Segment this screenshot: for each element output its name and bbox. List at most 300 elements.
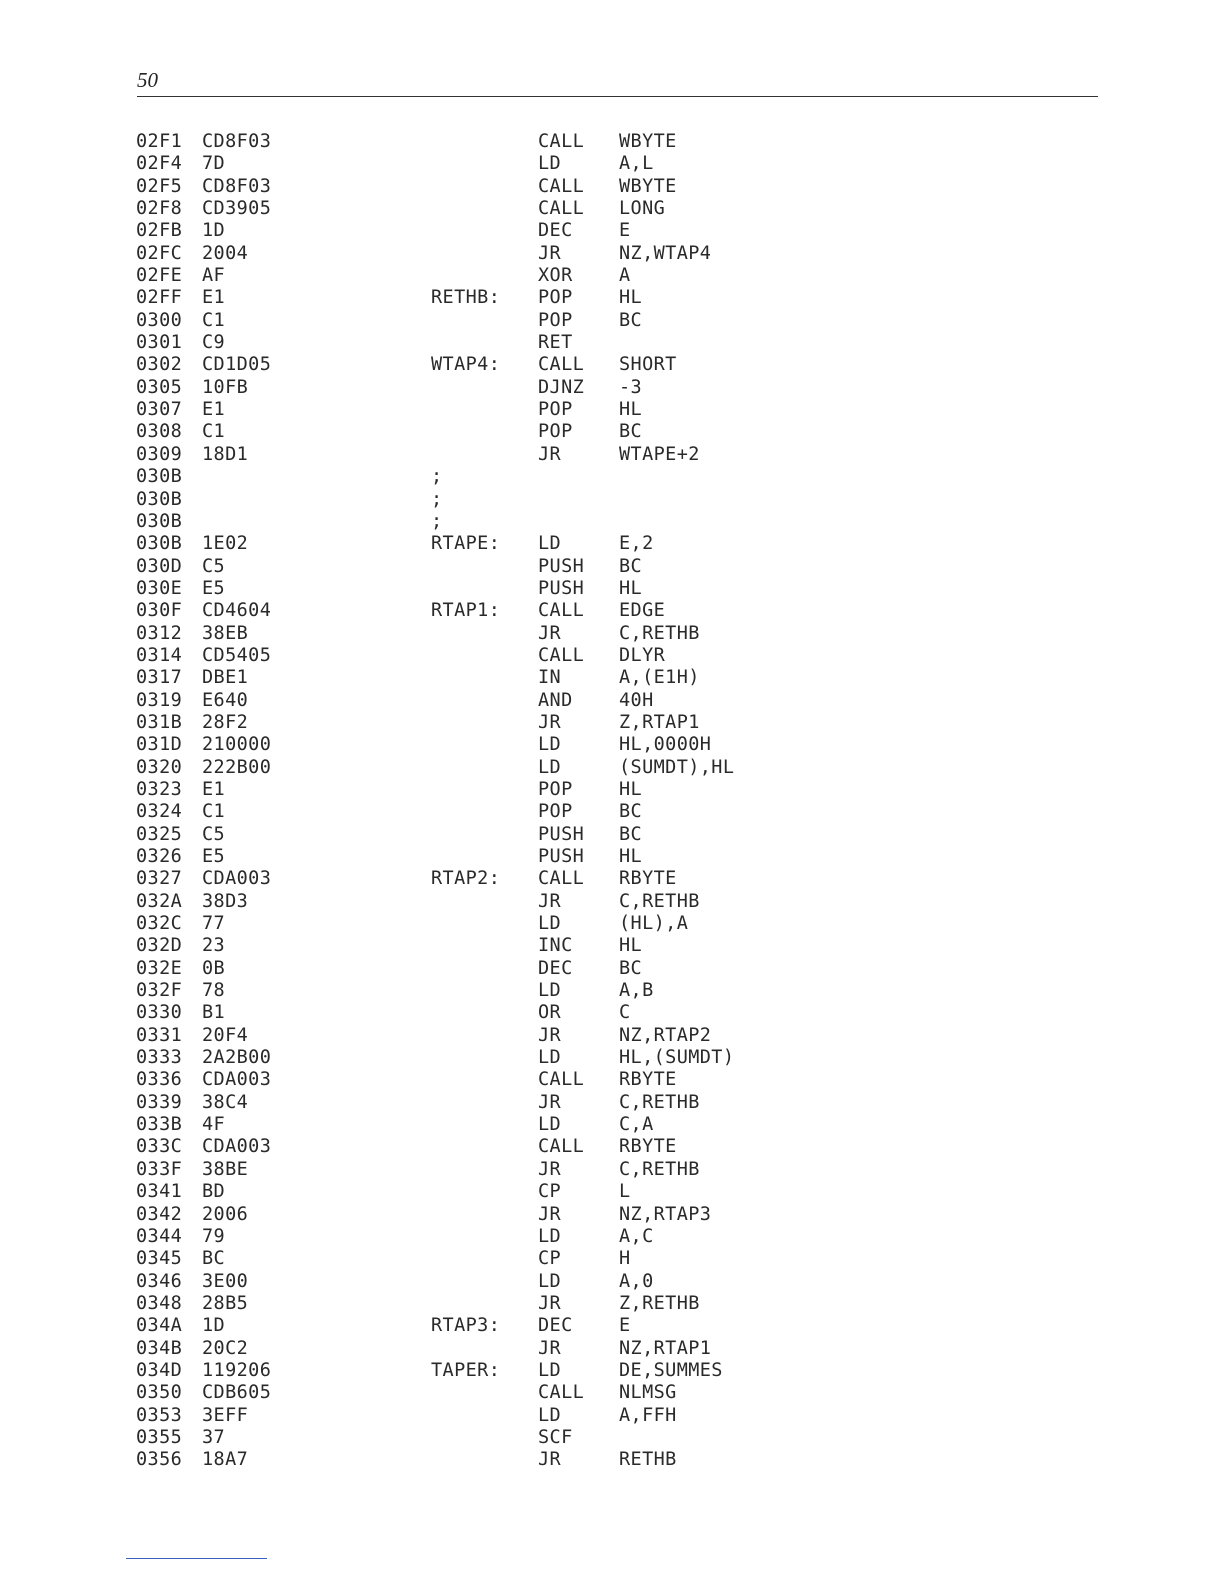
operand: C,RETHB [619, 622, 700, 644]
operand: BC [619, 957, 643, 979]
mnemonic: JR [538, 1337, 562, 1359]
label: RTAPE: [431, 533, 501, 555]
mnemonic: DEC [538, 957, 573, 979]
machine-code: AF [202, 265, 226, 287]
machine-code: 7D [202, 153, 226, 175]
label: RTAP2: [431, 868, 501, 890]
mnemonic: OR [538, 1002, 562, 1024]
machine-code: 38EB [202, 622, 249, 644]
listing-line [0, 1293, 1224, 1315]
address: 0305 [136, 376, 183, 398]
machine-code: CD8F03 [202, 131, 272, 152]
operand: HL [619, 778, 643, 800]
listing-line [0, 265, 1224, 287]
address: 031B [136, 711, 183, 733]
operand: BC [619, 801, 643, 823]
operand: C,RETHB [619, 890, 700, 912]
listing-line [0, 556, 1224, 578]
mnemonic: JR [538, 1091, 562, 1113]
listing-line [0, 1405, 1224, 1427]
operand: C,RETHB [619, 1158, 700, 1180]
operand: 40H [619, 689, 654, 711]
address: 0314 [136, 644, 183, 666]
listing-line [0, 287, 1224, 309]
machine-code: 1E02 [202, 533, 249, 555]
mnemonic: JR [538, 1203, 562, 1225]
mnemonic: POP [538, 801, 573, 823]
page-number: 50 [137, 68, 158, 92]
operand: WBYTE [619, 131, 677, 152]
operand: WTAPE+2 [619, 443, 700, 465]
listing-line [0, 757, 1224, 779]
operand: EDGE [619, 600, 666, 622]
machine-code: 38BE [202, 1158, 249, 1180]
address: 030B [136, 510, 183, 532]
listing-line [0, 1114, 1224, 1136]
address: 0301 [136, 332, 183, 354]
address: 031D [136, 734, 183, 756]
mnemonic: LD [538, 1114, 562, 1136]
operand: HL,(SUMDT) [619, 1047, 735, 1069]
address: 0346 [136, 1270, 183, 1292]
listing-line [0, 623, 1224, 645]
listing-line [0, 1338, 1224, 1360]
listing-line [0, 891, 1224, 913]
address: 032E [136, 957, 183, 979]
operand: A,FFH [619, 1404, 677, 1426]
operand: RBYTE [619, 868, 677, 890]
mnemonic: CP [538, 1181, 562, 1203]
machine-code: CDA003 [202, 1069, 272, 1091]
machine-code: CDA003 [202, 1136, 272, 1158]
mnemonic: LD [538, 1270, 562, 1292]
address: 032F [136, 980, 183, 1002]
operand: RBYTE [619, 1069, 677, 1091]
machine-code: E5 [202, 577, 226, 599]
mnemonic: LD [538, 1404, 562, 1426]
mnemonic: JR [538, 1292, 562, 1314]
mnemonic: JR [538, 242, 562, 264]
listing-line [0, 913, 1224, 935]
machine-code: 18A7 [202, 1449, 249, 1471]
machine-code: 28F2 [202, 711, 249, 733]
machine-code: C9 [202, 332, 226, 354]
listing-line [0, 1226, 1224, 1248]
address: 0333 [136, 1047, 183, 1069]
machine-code: E640 [202, 689, 249, 711]
label: ; [431, 510, 443, 532]
mnemonic: CALL [538, 354, 585, 376]
address: 0323 [136, 778, 183, 800]
machine-code: E5 [202, 846, 226, 867]
address: 0309 [136, 443, 183, 465]
machine-code: 37 [202, 1426, 226, 1448]
operand: SHORT [619, 354, 677, 376]
address: 0308 [136, 421, 183, 443]
machine-code: 1D [202, 220, 226, 242]
label: ; [431, 488, 443, 510]
label: WTAP4: [431, 354, 501, 376]
listing-line [0, 220, 1224, 242]
listing-line [0, 131, 1224, 153]
address: 02FB [136, 220, 183, 242]
mnemonic: POP [538, 309, 573, 331]
machine-code: 78 [202, 980, 226, 1002]
address: 033B [136, 1114, 183, 1136]
address: 0312 [136, 622, 183, 644]
operand: HL [619, 577, 643, 599]
machine-code: CD4604 [202, 600, 272, 622]
listing-line [0, 1002, 1224, 1024]
mnemonic: JR [538, 1024, 562, 1046]
address: 034A [136, 1315, 183, 1337]
address: 0317 [136, 667, 183, 689]
listing-line [0, 1360, 1224, 1382]
mnemonic: CP [538, 1248, 562, 1270]
address: 033C [136, 1136, 183, 1158]
mnemonic: JR [538, 1449, 562, 1471]
operand: A,B [619, 980, 654, 1002]
machine-code: CDA003 [202, 868, 272, 890]
machine-code: 18D1 [202, 443, 249, 465]
operand: A,(E1H) [619, 667, 700, 689]
listing-line [0, 690, 1224, 712]
footnote-rule [126, 1558, 267, 1559]
address: 02F1 [136, 131, 183, 152]
machine-code: CDB605 [202, 1382, 272, 1404]
mnemonic: POP [538, 778, 573, 800]
operand: RBYTE [619, 1136, 677, 1158]
address: 032C [136, 913, 183, 935]
address: 0345 [136, 1248, 183, 1270]
machine-code: C5 [202, 555, 226, 577]
machine-code: E1 [202, 399, 226, 421]
address: 02F4 [136, 153, 183, 175]
mnemonic: CALL [538, 175, 585, 197]
listing-line [0, 1315, 1224, 1337]
address: 030E [136, 577, 183, 599]
mnemonic: CALL [538, 868, 585, 890]
operand: C,RETHB [619, 1091, 700, 1113]
operand: DLYR [619, 644, 666, 666]
operand: RETHB [619, 1449, 677, 1471]
mnemonic: PUSH [538, 846, 585, 867]
listing-line [0, 1047, 1224, 1069]
address: 0330 [136, 1002, 183, 1024]
listing-line [0, 935, 1224, 957]
mnemonic: LD [538, 533, 562, 555]
listing-line [0, 824, 1224, 846]
listing-line [0, 466, 1224, 488]
operand: NZ,RTAP1 [619, 1337, 712, 1359]
address: 0336 [136, 1069, 183, 1091]
label: ; [431, 466, 443, 488]
mnemonic: CALL [538, 644, 585, 666]
operand: Z,RETHB [619, 1292, 700, 1314]
operand: NZ,RTAP2 [619, 1024, 712, 1046]
operand: A [619, 265, 631, 287]
listing-line [0, 153, 1224, 175]
operand: NLMSG [619, 1382, 677, 1404]
machine-code: C1 [202, 421, 226, 443]
machine-code: C1 [202, 801, 226, 823]
mnemonic: SCF [538, 1426, 573, 1448]
operand: A,0 [619, 1270, 654, 1292]
address: 0324 [136, 801, 183, 823]
listing-line [0, 310, 1224, 332]
machine-code: 3E00 [202, 1270, 249, 1292]
address: 0342 [136, 1203, 183, 1225]
listing-line [0, 667, 1224, 689]
operand: L [619, 1181, 631, 1203]
operand: C [619, 1002, 631, 1024]
mnemonic: JR [538, 1158, 562, 1180]
machine-code: 222B00 [202, 756, 272, 778]
machine-code: 79 [202, 1225, 226, 1247]
operand: -3 [619, 376, 643, 398]
machine-code: DBE1 [202, 667, 249, 689]
address: 030B [136, 533, 183, 555]
operand: (SUMDT),HL [619, 756, 735, 778]
address: 02F5 [136, 175, 183, 197]
mnemonic: CALL [538, 1136, 585, 1158]
machine-code: C1 [202, 309, 226, 331]
label: RETHB: [431, 287, 501, 309]
listing-line [0, 734, 1224, 756]
machine-code: 77 [202, 913, 226, 935]
machine-code: 2006 [202, 1203, 249, 1225]
address: 0320 [136, 756, 183, 778]
mnemonic: PUSH [538, 823, 585, 845]
machine-code: 2004 [202, 242, 249, 264]
address: 02FC [136, 242, 183, 264]
listing-line [0, 1449, 1224, 1471]
listing-line [0, 1025, 1224, 1047]
operand: BC [619, 421, 643, 443]
machine-code: BD [202, 1181, 226, 1203]
address: 033F [136, 1158, 183, 1180]
listing-line [0, 1092, 1224, 1114]
mnemonic: PUSH [538, 555, 585, 577]
listing-line [0, 578, 1224, 600]
address: 030B [136, 466, 183, 488]
address: 0350 [136, 1382, 183, 1404]
listing-line [0, 712, 1224, 734]
operand: A,C [619, 1225, 654, 1247]
mnemonic: LD [538, 980, 562, 1002]
machine-code: 38D3 [202, 890, 249, 912]
operand: LONG [619, 198, 666, 220]
label: RTAP3: [431, 1315, 501, 1337]
address: 0300 [136, 309, 183, 331]
listing-line [0, 1427, 1224, 1449]
listing-line [0, 421, 1224, 443]
machine-code: 2A2B00 [202, 1047, 272, 1069]
listing-line [0, 377, 1224, 399]
machine-code: 3EFF [202, 1404, 249, 1426]
operand: BC [619, 309, 643, 331]
operand: Z,RTAP1 [619, 711, 700, 733]
assembly-listing [0, 131, 1224, 1472]
mnemonic: LD [538, 1225, 562, 1247]
address: 0319 [136, 689, 183, 711]
listing-line [0, 846, 1224, 868]
listing-line [0, 354, 1224, 376]
machine-code: 4F [202, 1114, 226, 1136]
mnemonic: JR [538, 622, 562, 644]
machine-code: CD1D05 [202, 354, 272, 376]
address: 0353 [136, 1404, 183, 1426]
address: 032D [136, 935, 183, 957]
machine-code: CD5405 [202, 644, 272, 666]
address: 02F8 [136, 198, 183, 220]
listing-line [0, 489, 1224, 511]
operand: HL,0000H [619, 734, 712, 756]
address: 032A [136, 890, 183, 912]
operand: A,L [619, 153, 654, 175]
header-rule [137, 96, 1098, 97]
address: 0348 [136, 1292, 183, 1314]
mnemonic: CALL [538, 198, 585, 220]
mnemonic: DEC [538, 1315, 573, 1337]
operand: H [619, 1248, 631, 1270]
listing-line [0, 511, 1224, 533]
listing-line [0, 1271, 1224, 1293]
address: 034D [136, 1359, 183, 1381]
address: 0307 [136, 399, 183, 421]
operand: NZ,WTAP4 [619, 242, 712, 264]
address: 0302 [136, 354, 183, 376]
mnemonic: INC [538, 935, 573, 957]
listing-line [0, 980, 1224, 1002]
address: 0355 [136, 1426, 183, 1448]
listing-line [0, 243, 1224, 265]
address: 0356 [136, 1449, 183, 1471]
operand: E [619, 220, 631, 242]
operand: HL [619, 935, 643, 957]
machine-code: 210000 [202, 734, 272, 756]
machine-code: 20F4 [202, 1024, 249, 1046]
mnemonic: JR [538, 890, 562, 912]
mnemonic: AND [538, 689, 573, 711]
machine-code: E1 [202, 778, 226, 800]
address: 02FE [136, 265, 183, 287]
machine-code: 0B [202, 957, 226, 979]
listing-line [0, 600, 1224, 622]
listing-line [0, 1204, 1224, 1226]
operand: DE,SUMMES [619, 1359, 723, 1381]
machine-code: 38C4 [202, 1091, 249, 1113]
mnemonic: LD [538, 153, 562, 175]
machine-code: BC [202, 1248, 226, 1270]
machine-code: 20C2 [202, 1337, 249, 1359]
mnemonic: JR [538, 443, 562, 465]
machine-code: C5 [202, 823, 226, 845]
address: 0344 [136, 1225, 183, 1247]
operand: HL [619, 287, 643, 309]
address: 030D [136, 555, 183, 577]
mnemonic: XOR [538, 265, 573, 287]
mnemonic: DJNZ [538, 376, 585, 398]
listing-line [0, 779, 1224, 801]
mnemonic: RET [538, 332, 573, 354]
operand: BC [619, 555, 643, 577]
mnemonic: POP [538, 287, 573, 309]
listing-line [0, 444, 1224, 466]
listing-line [0, 198, 1224, 220]
mnemonic: LD [538, 756, 562, 778]
address: 0327 [136, 868, 183, 890]
address: 034B [136, 1337, 183, 1359]
mnemonic: PUSH [538, 577, 585, 599]
machine-code: CD3905 [202, 198, 272, 220]
listing-line [0, 1181, 1224, 1203]
operand: HL [619, 399, 643, 421]
listing-line [0, 399, 1224, 421]
mnemonic: LD [538, 1359, 562, 1381]
mnemonic: LD [538, 1047, 562, 1069]
operand: E,2 [619, 533, 654, 555]
listing-line [0, 1248, 1224, 1270]
mnemonic: DEC [538, 220, 573, 242]
operand: WBYTE [619, 175, 677, 197]
mnemonic: CALL [538, 1382, 585, 1404]
address: 0326 [136, 846, 183, 867]
mnemonic: JR [538, 711, 562, 733]
machine-code: 28B5 [202, 1292, 249, 1314]
machine-code: CD8F03 [202, 175, 272, 197]
address: 02FF [136, 287, 183, 309]
listing-line [0, 1136, 1224, 1158]
address: 0331 [136, 1024, 183, 1046]
label: RTAP1: [431, 600, 501, 622]
listing-line [0, 533, 1224, 555]
address: 0341 [136, 1181, 183, 1203]
mnemonic: POP [538, 399, 573, 421]
listing-line [0, 1382, 1224, 1404]
mnemonic: IN [538, 667, 562, 689]
address: 0325 [136, 823, 183, 845]
mnemonic: CALL [538, 131, 585, 152]
label: TAPER: [431, 1359, 501, 1381]
address: 030B [136, 488, 183, 510]
operand: HL [619, 846, 643, 867]
machine-code: 119206 [202, 1359, 272, 1381]
address: 030F [136, 600, 183, 622]
listing-line [0, 1069, 1224, 1091]
listing-line [0, 1159, 1224, 1181]
address: 0339 [136, 1091, 183, 1113]
mnemonic: LD [538, 734, 562, 756]
machine-code: 23 [202, 935, 226, 957]
machine-code: 10FB [202, 376, 249, 398]
machine-code: E1 [202, 287, 226, 309]
operand: NZ,RTAP3 [619, 1203, 712, 1225]
operand: BC [619, 823, 643, 845]
mnemonic: LD [538, 913, 562, 935]
listing-line [0, 176, 1224, 198]
machine-code: B1 [202, 1002, 226, 1024]
listing-line [0, 645, 1224, 667]
operand: E [619, 1315, 631, 1337]
mnemonic: CALL [538, 1069, 585, 1091]
operand: C,A [619, 1114, 654, 1136]
listing-line [0, 332, 1224, 354]
mnemonic: POP [538, 421, 573, 443]
mnemonic: CALL [538, 600, 585, 622]
listing-line [0, 801, 1224, 823]
listing-line [0, 958, 1224, 980]
